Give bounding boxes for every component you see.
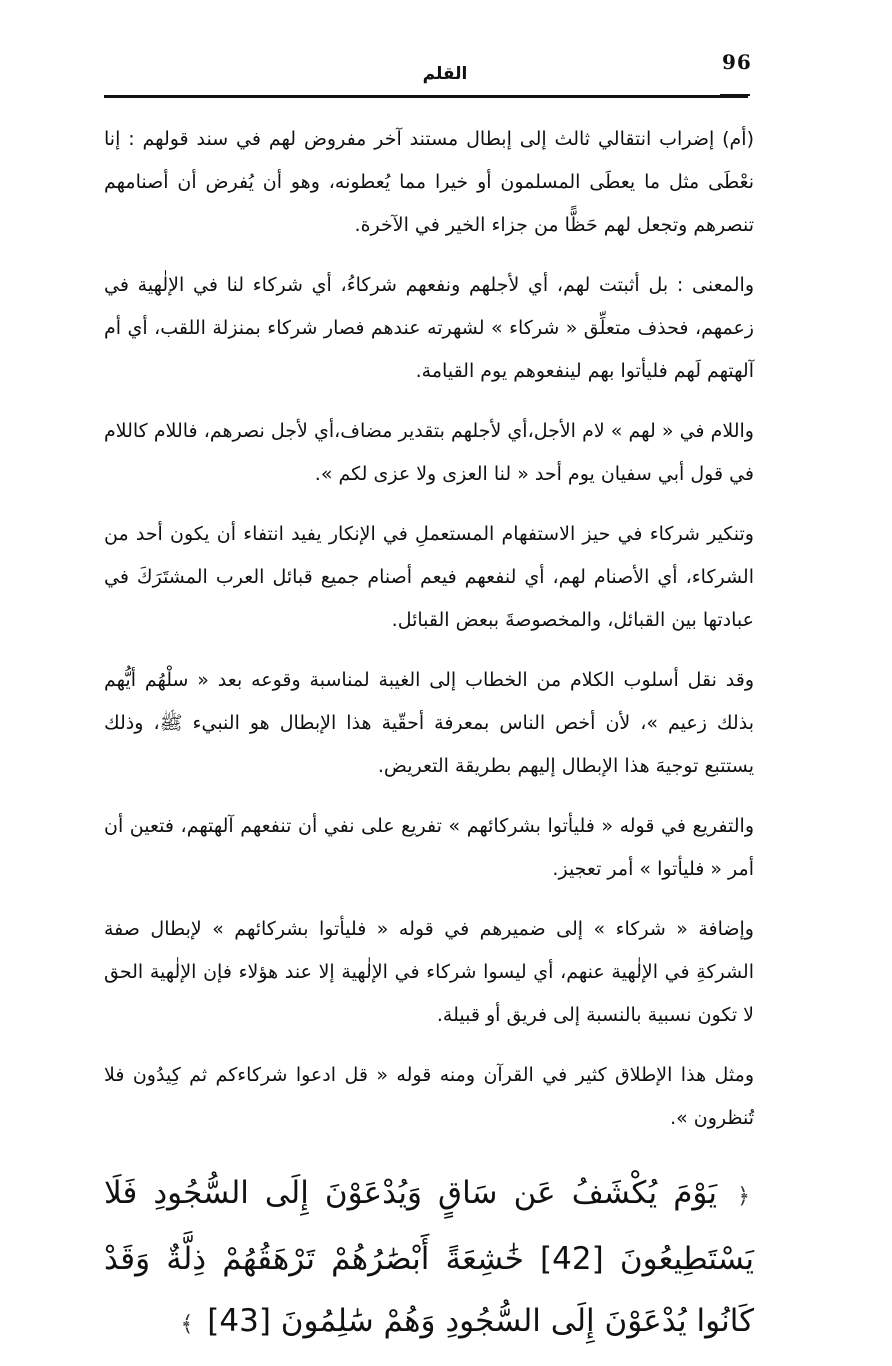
quran-verse-text: يَوْمَ يُكْشَفُ عَن سَاقٍ وَيُدْعَوْنَ إِلَى السُّجُودِ فَلَا يَسْتَطِيعُونَ [42] خَٰشِعَةً أَبْصَٰرُهُمْ تَرْهَقُهُمْ ذِلَّةٌ وَقَدْ كَانُوا يُدْعَوْنَ إِلَى السُّجُودِ وَهُمْ سَٰلِمُونَ [43]	[104, 1175, 755, 1339]
paragraph-1: (أم) إضراب انتقالي ثالث إلى إبطال مستند آخر مفروض لهم في سند قولهم : إنا نعْطَى مثل ما يعطَى المسلمون أو خيرا مما يُعطونه، وهو أن يُفرض أن أصنامهم تنصرهم وتجعل لهم حَظًّا من جزاء الخير في الآخرة.	[104, 128, 754, 236]
page-number: 96	[722, 50, 752, 74]
header-rule	[104, 95, 748, 98]
paragraph-5: وقد نقل أسلوب الكلام من الخطاب إلى الغيبة لمناسبة وقوعه بعد « سلْهُم أيُّهم بذلك زعيم »، لأن أخص الناس بمعرفة أحقّية هذا الإبطال هو النبيء ﷺ، وذلك يستتبع توجيهَ هذا الإبطال إليهم بطريقة التعريض.	[104, 669, 754, 777]
paragraph-6: والتفريع في قوله « فليأتوا بشركائهم » تفريع على نفي أن تنفعهم آلهتهم، فتعين أن أمر « فليأتوا » أمر تعجيز.	[104, 815, 754, 880]
header-rule-tick	[720, 94, 750, 96]
running-header-title: القلم	[422, 64, 468, 84]
paragraph-8: ومثل هذا الإطلاق كثير في القرآن ومنه قوله « قل ادعوا شركاءكم ثم كِيدُون فلا تُنظرون ».	[104, 1064, 754, 1129]
verse-open-ornament: ﴿	[737, 1184, 750, 1209]
paragraph-7: وإضافة « شركاء » إلى ضميرهم في قوله « فليأتوا بشركائهم » لإبطال صفة الشركةِ في الإلٰهية عنهم، أي ليسوا شركاء في الإلٰهية إلا عند هؤلاء فإن الإلٰهية الحق لا تكون نسبية بالنسبة إلى فريق أو قبيلة.	[104, 918, 754, 1026]
paragraph-4: وتنكير شركاء في حيز الاستفهام المستعملِ في الإنكار يفيد انتفاء أن يكون أحد من الشركاء، أي الأصنام لهم، أي لنفعهم فيعم أصنام جميع قبائل العرب المشتَرَكَ في عبادتها بين القبائل، والمخصوصةَ ببعض القبائل.	[104, 523, 754, 631]
paragraph-2: والمعنى : بل أثبتت لهم، أي لأجلهم ونفعهم شركاءُ، أي شركاء لنا في الإلٰهية في زعمهم، فحذف متعلِّق « شركاء » لشهرته عندهم فصار شركاء بمنزلة اللقب، أي أم آلهتهم لَهم فليأتوا بهم لينفعوهم يوم القيامة.	[104, 274, 754, 382]
quran-verse-block	[104, 1162, 754, 1356]
verse-close-ornament: ﴾	[180, 1312, 194, 1337]
paragraph-3: واللام في « لهم » لام الأجل،أي لأجلهم بتقدير مضاف،أي لأجل نصرهم، فاللام كاللام في قول أبي سفيان يوم أحد « لنا العزى ولا عزى لكم ».	[104, 420, 754, 485]
page-body	[104, 118, 754, 1356]
